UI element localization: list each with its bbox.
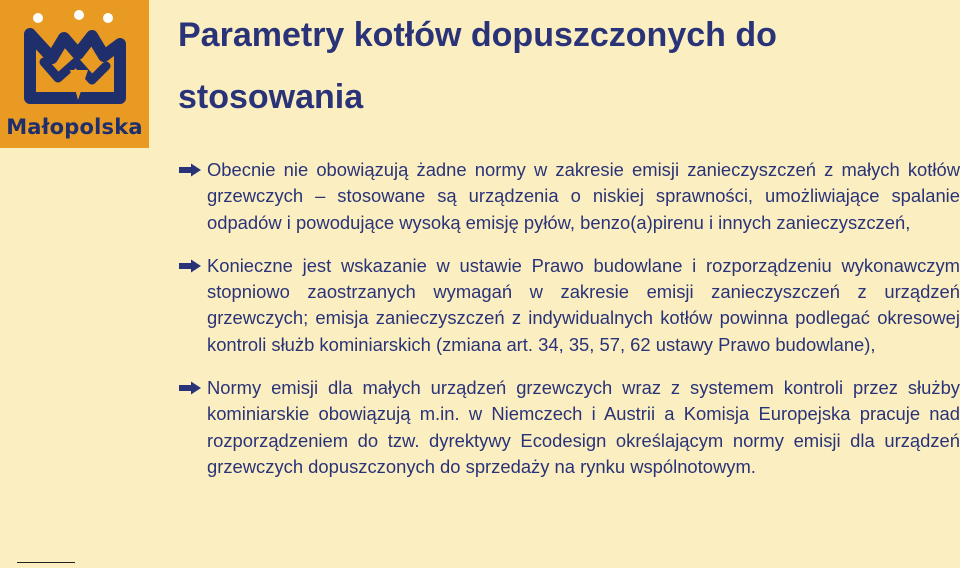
arrow-right-icon [178, 163, 202, 177]
bullet-text: Normy emisji dla małych urządzeń grzewczych wraz z systemem kontroli przez służby kominiarskie obowiązują m.in. w Niemczech i Austrii a Komisja Europejska pracuje nad rozporządzeniem do tzw. dyrektywy Ecodesign określającym normy emisji dla urządzeń grzewczych dopuszczonych do sprzedaży na rynku wspólnotowym. [207, 377, 960, 477]
bullet-item [178, 375, 960, 480]
bullet-text: Obecnie nie obowiązują żadne normy w zakresie emisji zanieczyszczeń z małych kotłów grzewczych – stosowane są urządzenia o niskiej sprawności, umożliwiające spalanie odpadów i powodujące wysoką emisję pyłów, benzo(a)pirenu i innych zanieczyszczeń, [207, 159, 960, 233]
bullet-text: Konieczne jest wskazanie w ustawie Prawo budowlane i rozporządzeniu wykonawczym stopniowo zaostrzanych wymagań w zakresie emisji zanieczyszczeń z urządzeń grzewczych; emisja zanieczyszczeń z indywidualnych kotłów powinna podlegać okresowej kontroli służb kominiarskich (zmiana art. 34, 35, 57, 62 ustawy Prawo budowlane), [207, 254, 960, 355]
bullet-list [178, 157, 960, 480]
bullet-item [178, 157, 960, 236]
footer-divider [17, 562, 75, 563]
logo-dot [103, 13, 113, 23]
arrow-right-icon [178, 259, 202, 273]
slide-title: Parametry kotłów dopuszczonych do stosowania [178, 16, 777, 116]
bullet-item [178, 253, 960, 358]
malopolska-logo [0, 0, 149, 148]
logo-dot [33, 13, 43, 23]
arrow-right-icon [178, 381, 202, 395]
logo-text: Małopolska [6, 115, 143, 139]
logo-dot [74, 10, 84, 20]
